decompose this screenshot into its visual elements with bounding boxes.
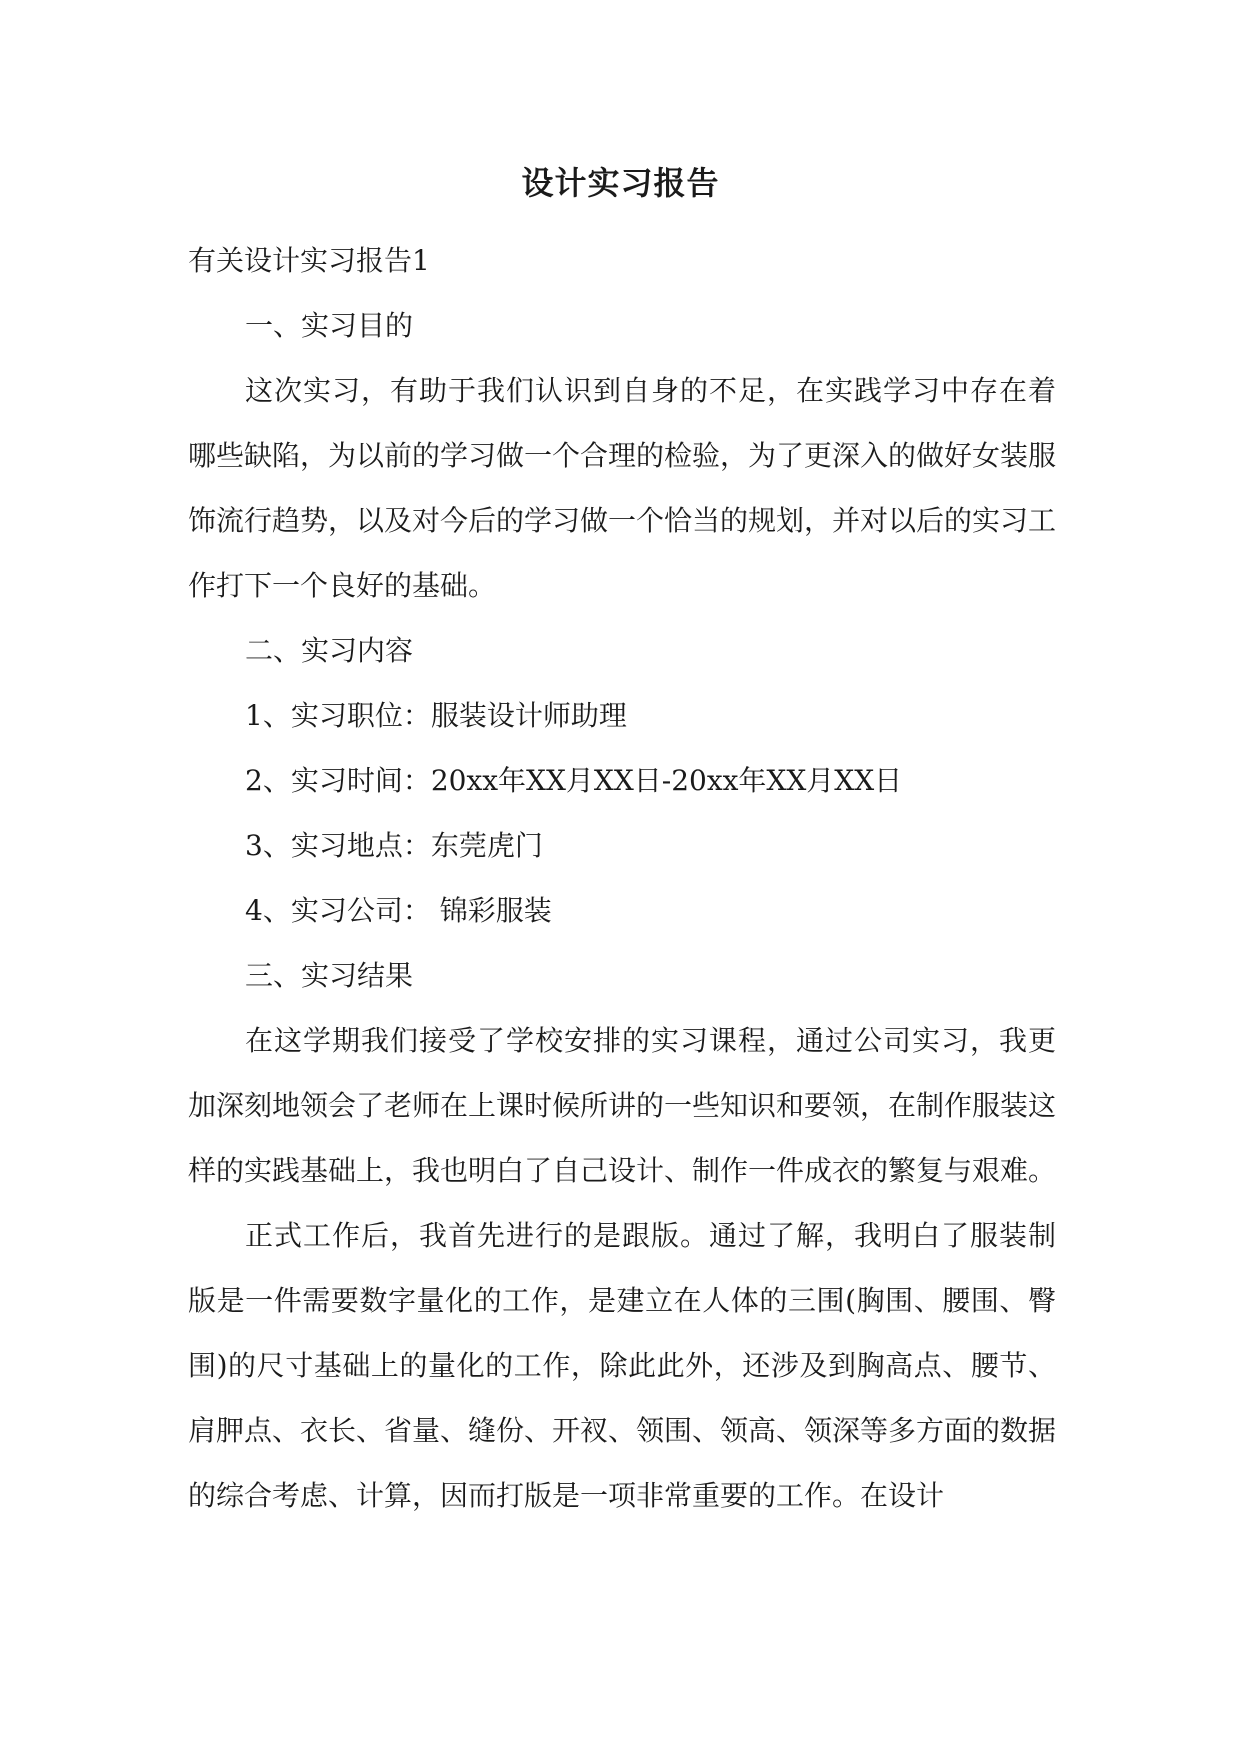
list-item-company: 4、实习公司： 锦彩服装 (245, 894, 552, 927)
list-item-position: 1、实习职位：服装设计师助理 (245, 699, 627, 732)
paragraph-work: 正式工作后，我首先进行的是跟版。通过了解，我明白了服装制版是一件需要数字量化的工作，是建立在人体的三围(胸围、腰围、臀围)的尺寸基础上的量化的工作，除此此外，还涉及到胸高点、腰节、肩胛点、衣长、省量、缝份、开衩、领围、领高、领深等多方面的数据的综合考虑、计算，因而打版是一项非常重要的工作。在设计 (188, 1219, 1057, 1512)
document-title: 设计实习报告 (521, 164, 720, 202)
section-heading-content: 二、实习内容 (245, 634, 414, 667)
paragraph-results: 在这学期我们接受了学校安排的实习课程，通过公司实习，我更加深刻地领会了老师在上课时候所讲的一些知识和要领，在制作服装这样的实践基础上，我也明白了自己设计、制作一件成衣的繁复与艰难。 (188, 1024, 1057, 1187)
list-item-time: 2、实习时间：20xx年XX月XX日-20xx年XX月XX日 (245, 764, 903, 797)
paragraph-report-heading: 有关设计实习报告1 (188, 244, 430, 277)
document-body (188, 228, 1056, 1528)
list-item-location: 3、实习地点：东莞虎门 (245, 829, 543, 862)
section-heading-results: 三、实习结果 (245, 959, 414, 992)
paragraph-purpose: 这次实习，有助于我们认识到自身的不足，在实践学习中存在着哪些缺陷，为以前的学习做一个合理的检验，为了更深入的做好女装服饰流行趋势，以及对今后的学习做一个恰当的规划，并对以后的实习工作打下一个良好的基础。 (188, 374, 1057, 602)
section-heading-purpose: 一、实习目的 (245, 309, 414, 342)
